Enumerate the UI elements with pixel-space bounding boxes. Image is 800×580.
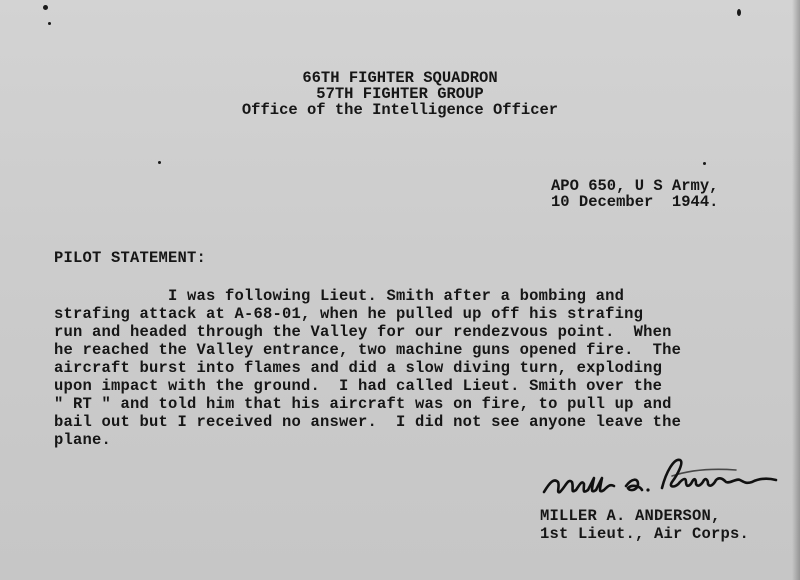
dateline-location: APO 650, U S Army,	[551, 177, 719, 195]
speck	[43, 5, 48, 10]
body-line-6: upon impact with the ground. I had called Lieut. Smith over the	[54, 377, 663, 395]
body-line-7: " RT " and told him that his aircraft was on fire, to pull up and	[54, 395, 672, 413]
header-office: Office of the Intelligence Officer	[241, 101, 559, 119]
header-group: 57TH FIGHTER GROUP	[316, 85, 484, 103]
body-line-4: he reached the Valley entrance, two machine guns opened fire. The	[54, 341, 682, 359]
body-line-5: aircraft burst into flames and did a slow diving turn, exploding	[54, 359, 663, 377]
speck	[48, 22, 51, 25]
header-squadron: 66TH FIGHTER SQUADRON	[302, 69, 498, 87]
handwritten-signature	[540, 448, 780, 508]
body-line-8: bail out but I received no answer. I did not see anyone leave the	[54, 413, 682, 431]
speck	[703, 162, 706, 165]
dateline-date: 10 December 1944.	[551, 193, 719, 211]
body-line-9: plane.	[54, 431, 112, 449]
signature-title: 1st Lieut., Air Corps.	[540, 525, 750, 543]
statement-heading: PILOT STATEMENT:	[54, 249, 207, 267]
body-line-2: strafing attack at A-68-01, when he pulled up off his strafing	[54, 305, 644, 323]
body-line-1: I was following Lieut. Smith after a bombing and	[54, 287, 625, 305]
speck	[158, 161, 161, 164]
signature-name: MILLER A. ANDERSON,	[540, 507, 721, 525]
speck	[737, 9, 741, 16]
body-line-3: run and headed through the Valley for our rendezvous point. When	[54, 323, 672, 341]
